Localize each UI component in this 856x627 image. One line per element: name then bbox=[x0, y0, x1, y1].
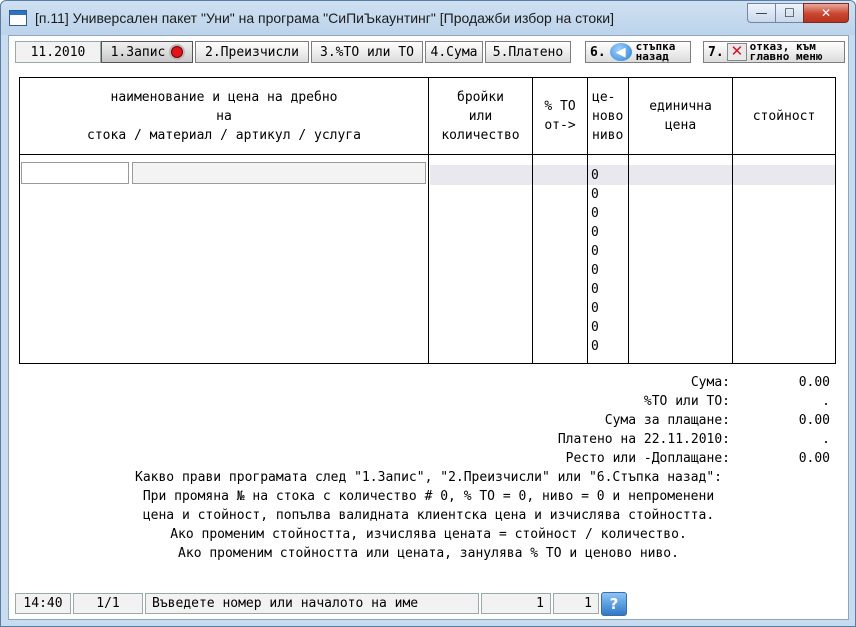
step-back-button[interactable] bbox=[585, 41, 691, 63]
price-level-cell[interactable]: 0 bbox=[591, 339, 599, 354]
price-level-cell[interactable]: 0 bbox=[591, 301, 599, 316]
sum-button[interactable]: 4.Сума bbox=[425, 41, 483, 63]
header-price-level bbox=[588, 78, 628, 154]
price-level-cell[interactable]: 0 bbox=[591, 263, 599, 278]
header-quantity-line3: количество bbox=[441, 127, 520, 143]
step-back-line2: назад bbox=[635, 50, 669, 63]
question-icon: ? bbox=[609, 595, 619, 613]
price-level-cell[interactable]: 0 bbox=[591, 187, 599, 202]
price-level-cell[interactable]: 0 bbox=[591, 206, 599, 221]
header-product bbox=[20, 78, 428, 154]
help-line: Какво прави програмата след "1.Запис", "2.Преизчисли" или "6.Стъпка назад": bbox=[135, 470, 722, 485]
col-divider bbox=[587, 78, 588, 363]
sum-label: Сума: bbox=[690, 375, 730, 390]
items-grid bbox=[19, 77, 836, 364]
header-quantity-line1: бройки bbox=[457, 89, 504, 105]
help-line: Ако променим стойността, изчислява цената = стойност / количество. bbox=[170, 527, 687, 542]
cancel-icon bbox=[727, 43, 747, 61]
maximize-button[interactable]: ☐ bbox=[775, 3, 804, 23]
paid-button[interactable]: 5.Платено bbox=[485, 41, 571, 63]
step-back-line1: стъпка bbox=[635, 40, 676, 53]
minimize-button[interactable]: — bbox=[747, 3, 776, 23]
header-product-line3: стока / материал / артикул / услуга bbox=[87, 127, 361, 143]
status-prompt: Въведете номер или началото на име bbox=[145, 593, 479, 614]
app-icon bbox=[9, 10, 27, 26]
header-discount-line2: от-> bbox=[544, 118, 576, 133]
status-page: 1/1 bbox=[73, 593, 143, 614]
change-value[interactable]: 0.00 bbox=[798, 451, 830, 466]
step-back-label bbox=[636, 42, 676, 62]
help-button[interactable] bbox=[601, 592, 627, 616]
header-unit-price bbox=[629, 78, 732, 154]
payable-label: Сума за плащане: bbox=[604, 413, 730, 428]
status-bar bbox=[9, 589, 848, 619]
header-unit-price-line1: единична bbox=[649, 99, 712, 114]
status-counter-1: 1 bbox=[481, 593, 551, 614]
toolbar bbox=[9, 36, 848, 69]
save-button-label: 1.Запис bbox=[110, 44, 166, 60]
sum-value[interactable]: 0.00 bbox=[798, 375, 830, 390]
help-line: При промяна № на стока с количество # 0, % ТО = 0, ниво = 0 и непроменени bbox=[142, 489, 715, 504]
header-discount-line1: % ТО bbox=[544, 99, 576, 114]
cancel-label bbox=[750, 42, 823, 62]
price-level-cell[interactable]: 0 bbox=[591, 225, 599, 240]
header-product-line2: на bbox=[216, 108, 232, 124]
period-field[interactable]: 11.2010 bbox=[15, 41, 101, 63]
discount-label: %ТО или ТО: bbox=[643, 394, 730, 409]
col-divider bbox=[428, 78, 429, 363]
window-title: [п.11] Универсален пакет "Уни" на програма "СиПиЪкаунтинг" [Продажби избор на стоки] bbox=[35, 10, 615, 26]
header-level-line3: ниво bbox=[592, 127, 624, 143]
col-divider bbox=[732, 78, 733, 363]
header-level-line2: ново bbox=[592, 108, 624, 124]
change-label: Ресто или -Доплащане: bbox=[565, 451, 730, 466]
paid-label: Платено на 22.11.2010: bbox=[557, 432, 730, 447]
client-area bbox=[8, 35, 849, 620]
price-level-cell[interactable]: 0 bbox=[591, 320, 599, 335]
price-level-cell[interactable]: 0 bbox=[591, 244, 599, 259]
cancel-main-menu-button[interactable] bbox=[703, 41, 845, 63]
help-line: Ако променим стойността или цената, занулява % ТО и ценово ниво. bbox=[178, 546, 679, 561]
close-button[interactable]: ✕ bbox=[803, 3, 849, 23]
save-button[interactable] bbox=[101, 41, 193, 63]
help-line: цена и стойност, попълва валидната клиентска цена и изчислява стойността. bbox=[142, 508, 715, 523]
cancel-number: 7. bbox=[708, 44, 724, 60]
header-quantity-line2: или bbox=[468, 108, 493, 124]
header-quantity bbox=[429, 78, 532, 154]
discount-button[interactable]: 3.%ТО или ТО bbox=[311, 41, 423, 63]
header-level-line1: це- bbox=[592, 89, 616, 105]
item-number-input[interactable] bbox=[21, 162, 129, 184]
current-row-highlight bbox=[430, 165, 835, 185]
back-arrow-icon: ◀ bbox=[610, 43, 632, 61]
price-level-cell[interactable]: 0 bbox=[591, 282, 599, 297]
price-level-cell[interactable]: 0 bbox=[591, 168, 599, 183]
title-bar[interactable] bbox=[1, 1, 855, 35]
window-controls bbox=[747, 3, 849, 23]
paid-value[interactable]: . bbox=[822, 432, 830, 447]
payable-value[interactable]: 0.00 bbox=[798, 413, 830, 428]
cancel-line2: главно меню bbox=[749, 50, 823, 63]
step-back-number: 6. bbox=[590, 44, 606, 60]
item-name-input[interactable] bbox=[132, 162, 426, 184]
header-product-line1: наименование и цена на дребно bbox=[110, 89, 338, 105]
price-level-column bbox=[591, 166, 621, 356]
col-divider bbox=[628, 78, 629, 363]
discount-value[interactable]: . bbox=[822, 394, 830, 409]
record-icon bbox=[171, 46, 183, 58]
recalculate-button[interactable]: 2.Преизчисли bbox=[195, 41, 309, 63]
header-discount bbox=[533, 78, 587, 154]
cancel-line1: отказ, към bbox=[749, 40, 816, 53]
col-divider bbox=[532, 78, 533, 363]
header-value bbox=[733, 78, 835, 154]
header-unit-price-line2: цена bbox=[664, 118, 697, 133]
status-counter-2: 1 bbox=[553, 593, 599, 614]
status-time: 14:40 bbox=[15, 593, 71, 614]
header-value-line1: стойност bbox=[752, 108, 816, 124]
